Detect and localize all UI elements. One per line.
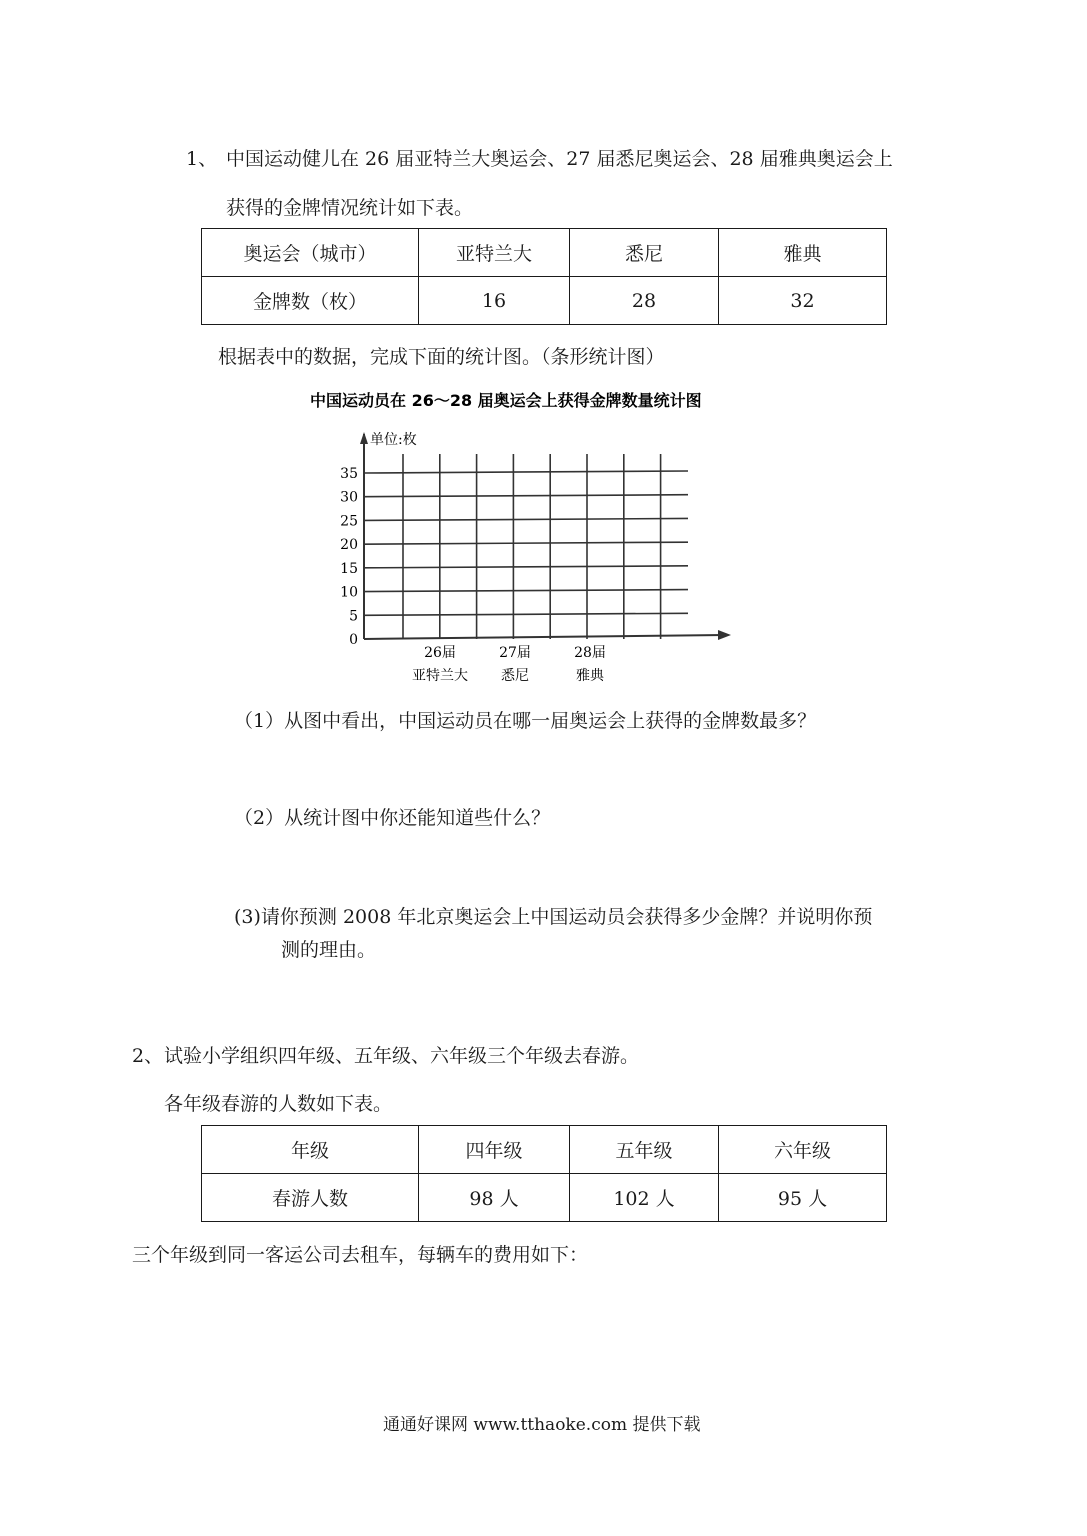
grid-line-horizontal: [364, 542, 688, 544]
y-tick-label: 5: [349, 608, 358, 625]
q1-sub3-line2: 测的理由。: [281, 939, 377, 961]
q2-number: 2、: [132, 1045, 164, 1067]
y-tick-label: 0: [349, 632, 358, 648]
y-tick-label: 10: [340, 584, 358, 601]
table-cell-grade: 六年级: [719, 1126, 887, 1174]
q1-text-line2: 获得的金牌情况统计如下表。: [226, 197, 474, 219]
table-cell-value: 28: [570, 277, 719, 325]
x-category-label: 26届: [424, 645, 456, 661]
table-row: [202, 277, 887, 325]
y-tick-label: 35: [340, 466, 358, 482]
table-row: [202, 1174, 887, 1222]
table-cell-city: 亚特兰大: [419, 229, 570, 277]
medal-table: [201, 228, 887, 325]
bar-chart: [300, 384, 770, 694]
table-cell-grade: 四年级: [419, 1126, 570, 1174]
y-axis-unit-label: 单位:枚: [370, 432, 417, 448]
table-cell-grade: 五年级: [570, 1126, 719, 1174]
x-category-label: 雅典: [576, 668, 604, 684]
q1-sub1: （1）从图中看出，中国运动员在哪一届奥运会上获得的金牌数最多？: [234, 710, 817, 732]
table-cell-value: 98 人: [419, 1174, 570, 1222]
table-row: [202, 1126, 887, 1174]
x-category-label: 亚特兰大: [412, 668, 468, 684]
q1-sub3-line1: (3)请你预测 2008 年北京奥运会上中国运动员会获得多少金牌？并说明你预: [234, 906, 873, 928]
y-tick-label: 20: [340, 537, 358, 554]
x-category-label: 悉尼: [501, 668, 529, 684]
y-tick-label: 25: [340, 513, 358, 530]
students-table: [201, 1125, 887, 1222]
footer: 通通好课网 www.tthaoke.com 提供下载: [383, 1415, 701, 1435]
grid-line-horizontal: [364, 495, 688, 497]
y-tick-label: 30: [340, 489, 358, 506]
x-category-label: 27届: [499, 645, 531, 661]
q2-text-line2: 各年级春游的人数如下表。: [164, 1093, 393, 1115]
x-axis: [364, 635, 725, 639]
grid-line-horizontal: [364, 590, 688, 592]
grid-line-horizontal: [364, 613, 688, 615]
table-cell-city: 悉尼: [570, 229, 719, 277]
grid-line-horizontal: [364, 518, 688, 520]
grid-line-horizontal: [364, 566, 688, 568]
y-tick-label: 15: [340, 560, 358, 577]
table-cell-value: 95 人: [719, 1174, 887, 1222]
x-category-label: 28届: [574, 645, 606, 661]
table-row-label: 金牌数（枚）: [202, 277, 419, 325]
table-header-label: 年级: [202, 1126, 419, 1174]
q1-instruction: 根据表中的数据，完成下面的统计图。（条形统计图）: [218, 346, 665, 368]
table-row: [202, 229, 887, 277]
table-cell-value: 16: [419, 277, 570, 325]
q1-sub2: （2）从统计图中你还能知道些什么？: [234, 807, 551, 829]
table-row-label: 春游人数: [202, 1174, 419, 1222]
table-cell-value: 102 人: [570, 1174, 719, 1222]
q2-text-line3: 三个年级到同一客运公司去租车，每辆车的费用如下：: [132, 1244, 589, 1266]
chart-title: 中国运动员在 26～28 届奥运会上获得金牌数量统计图: [310, 391, 702, 410]
table-header-label: 奥运会（城市）: [202, 229, 419, 277]
q1-text-line1: 中国运动健儿在 26 届亚特兰大奥运会、27 届悉尼奥运会、28 届雅典奥运会上: [226, 148, 893, 170]
table-cell-value: 32: [719, 277, 887, 325]
q2-text-line1: 试验小学组织四年级、五年级、六年级三个年级去春游。: [164, 1045, 640, 1067]
grid-line-horizontal: [364, 471, 688, 473]
x-axis-arrow: [718, 630, 731, 640]
q1-number: 1、: [186, 148, 218, 170]
table-cell-city: 雅典: [719, 229, 887, 277]
y-axis-arrow: [360, 432, 368, 444]
